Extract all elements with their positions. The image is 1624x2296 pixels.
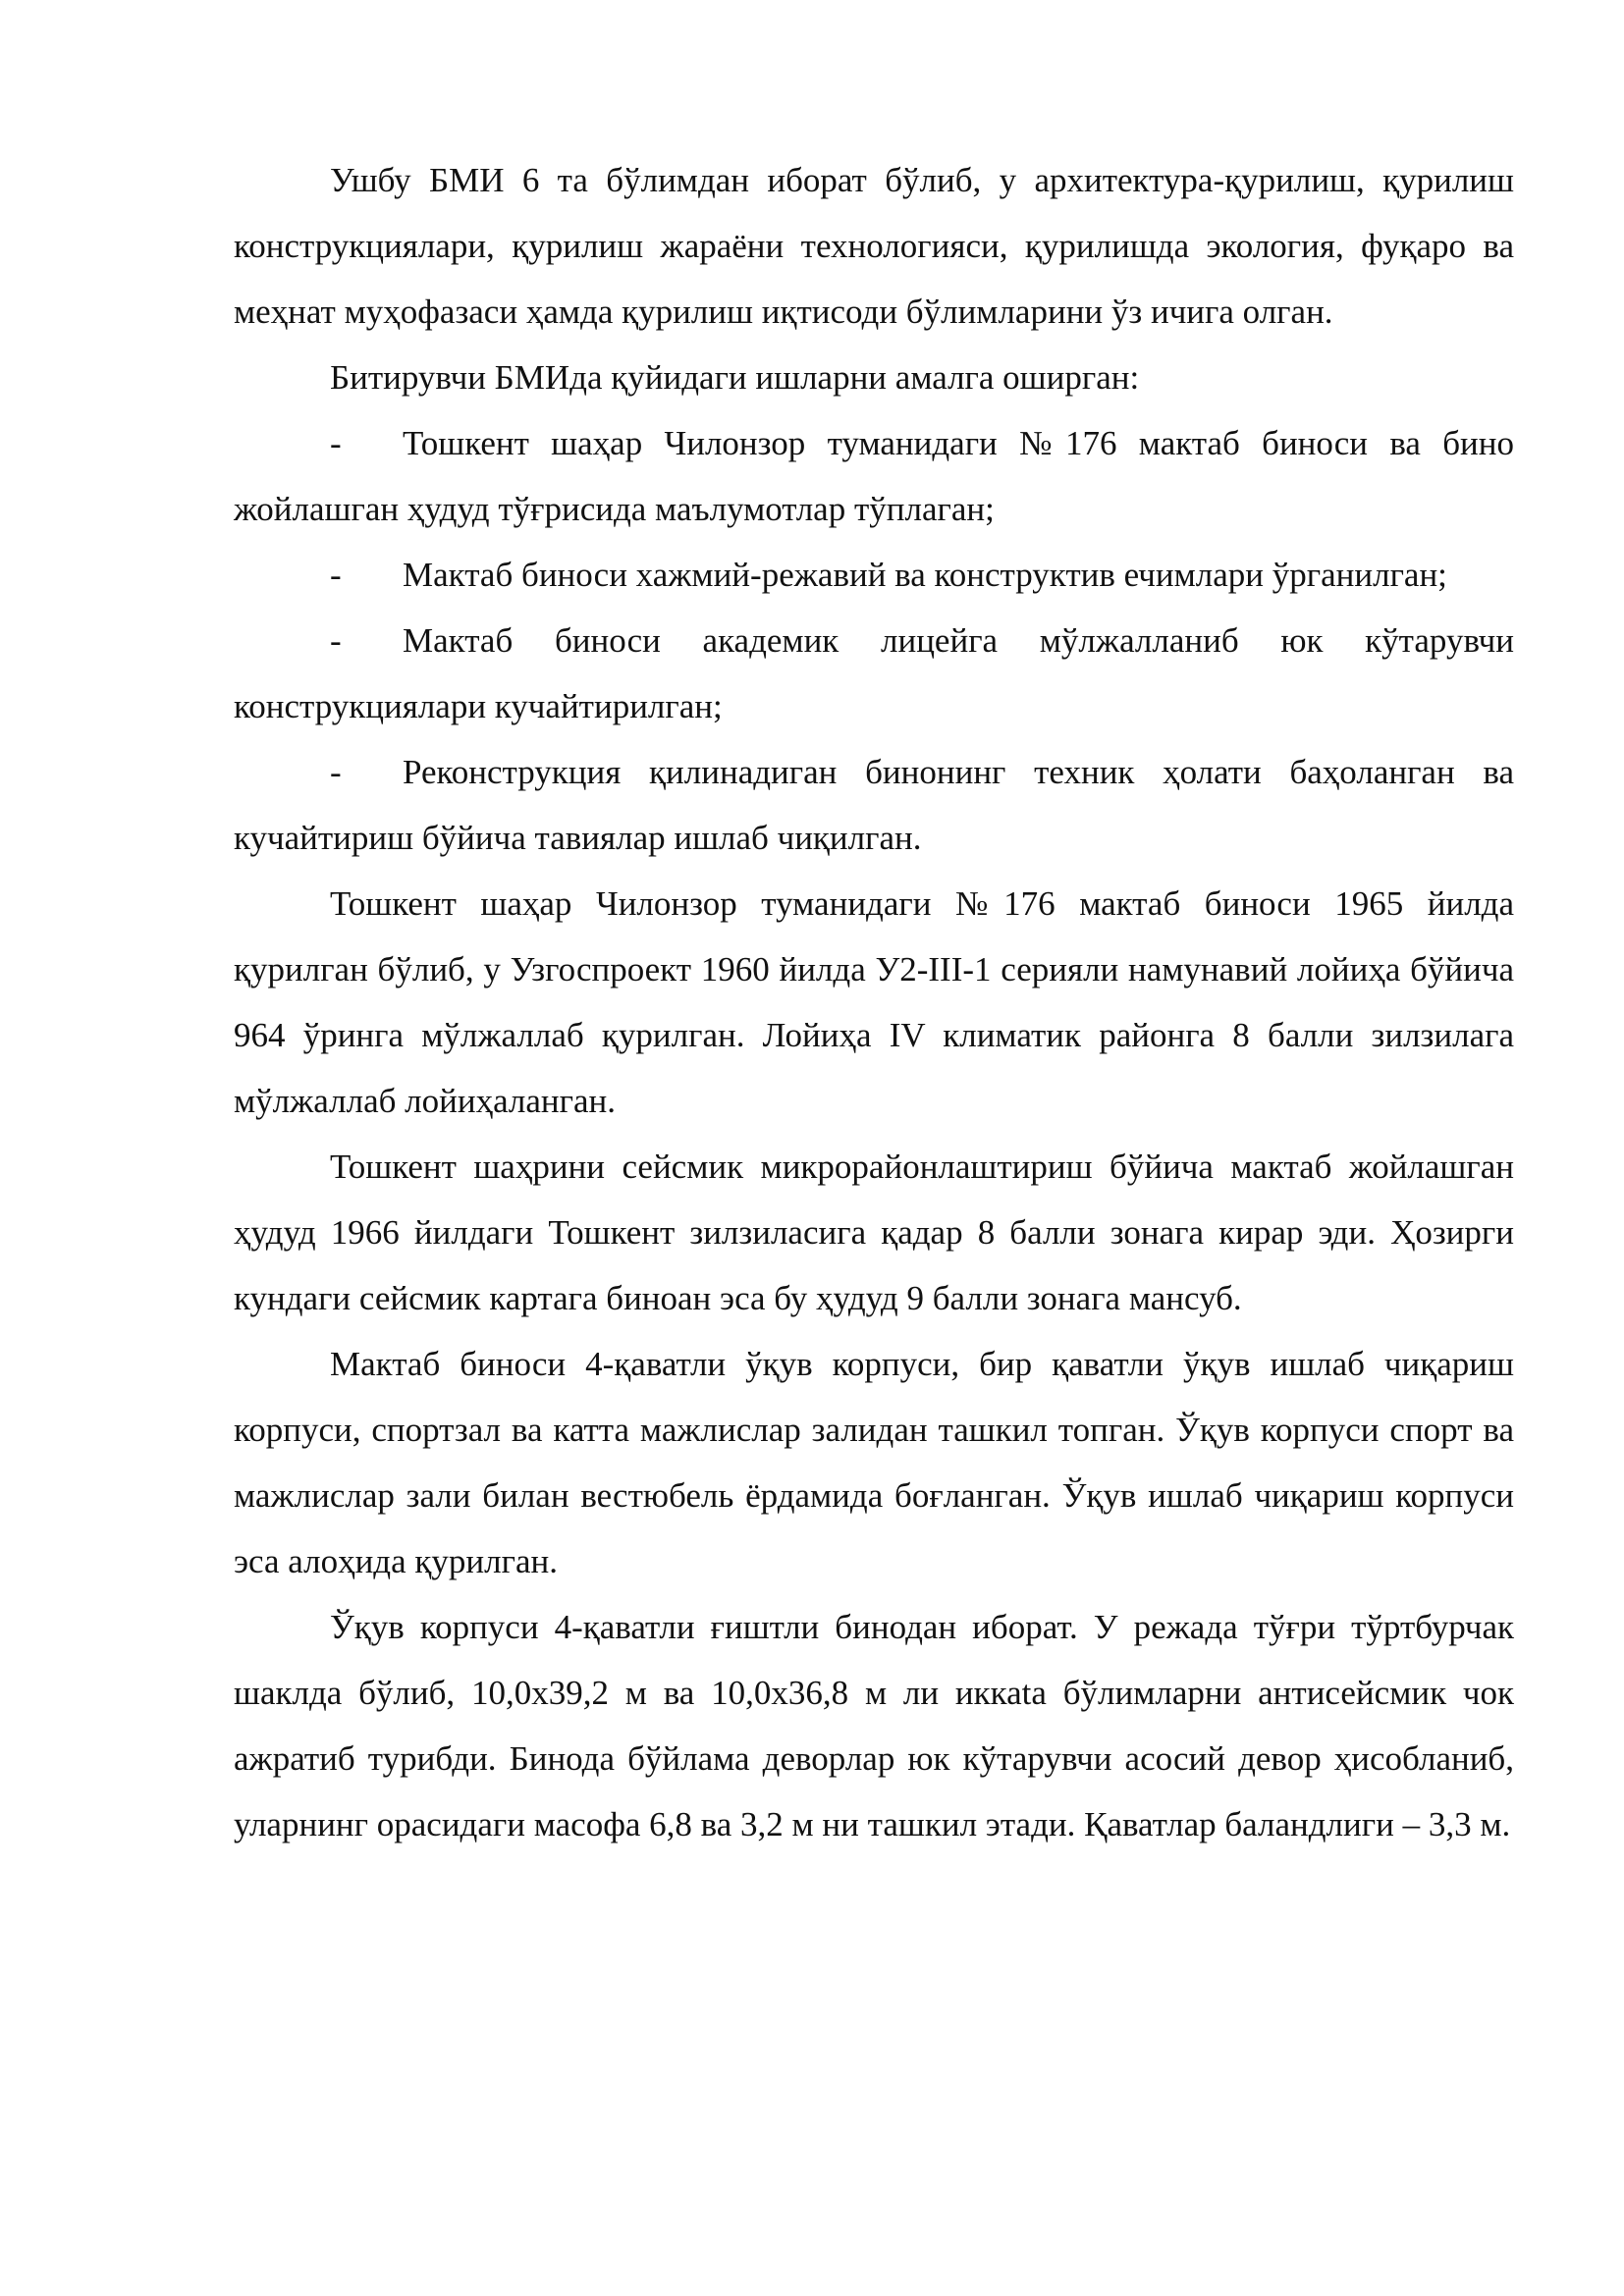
list-item <box>234 739 1514 871</box>
list-item <box>234 542 1514 608</box>
list-item <box>234 410 1514 542</box>
paragraph-graduate-work-intro: Битирувчи БМИда қуйидаги ишларни амалга оширган: <box>330 358 1140 397</box>
paragraph-school-history: Тошкент шаҳар Чилонзор туманидаги №176 мактаб биноси 1965 йилда қурилган бўлиб, у Узгоспроект 1960 йилда У2-III-1 серияли намунавий лойиҳа бўйича 964 ўринга мўлжаллаб қурилган. Лойиҳа IV климатик районга 8 балли зилзилага мўлжаллаб лойиҳаланган. <box>234 884 1514 1120</box>
paragraph-bmi-sections: Ушбу БМИ 6 та бўлимдан иборат бўлиб, у архитектура-қурилиш, қурилиш конструкциялари, қурилиш жараёни технологияси, қурилишда экология, фуқаро ва меҳнат муҳофазаси ҳамда қурилиш иқтисоди бўлимларини ўз ичига олган. <box>234 161 1514 331</box>
list-item <box>234 608 1514 739</box>
list-marker: - <box>330 424 342 462</box>
list-marker: - <box>330 753 342 791</box>
document-body <box>234 147 1514 1857</box>
list-item-text: Тошкент шаҳар Чилонзор туманидаги №176 мактаб биноси ва бино жойлашган ҳудуд тўғрисида маълумотлар тўплаган; <box>234 424 1514 528</box>
list-item-text: Мактаб биноси хажмий-режавий ва конструктив ечимлари ўрганилган; <box>403 556 1447 594</box>
paragraph-building-structure: Ўқув корпуси 4-қаватли ғиштли бинодан иборат. У режада тўғри тўртбурчак шаклда бўлиб, 10,0х39,2 м ва 10,0х36,8 м ли иккаta бўлимларни антисейсмик чок ажратиб турибди. Бинода бўйлама деворлар юк кўтарувчи асосий девор ҳисобланиб, уларнинг орасидаги масофа 6,8 ва 3,2 м ни ташкил этади. Қаватлар баландлиги – 3,3 м. <box>234 1608 1514 1843</box>
list-item-text: Мактаб биноси академик лицейга мўлжалланиб юк кўтарувчи конструкциялари кучайтирилган; <box>234 621 1514 725</box>
list-item-text: Реконструкция қилинадиган бинонинг техник ҳолати баҳоланган ва кучайтириш бўйича тавиялар ишлаб чиқилган. <box>234 753 1514 857</box>
list-marker: - <box>330 556 342 594</box>
paragraph-seismic-zone: Тошкент шаҳрини сейсмик микрорайонлаштириш бўйича мактаб жойлашган ҳудуд 1966 йилдаги Тошкент зилзиласига қадар 8 балли зонага кирар эди. Ҳозирги кундаги сейсмик картага биноан эса бу ҳудуд 9 балли зонага мансуб. <box>234 1148 1514 1317</box>
list-marker: - <box>330 621 342 660</box>
paragraph-building-composition: Мактаб биноси 4-қаватли ўқув корпуси, бир қаватли ўқув ишлаб чиқариш корпуси, спортзал ва катта мажлислар залидан ташкил топган. Ўқув корпуси спорт ва мажлислар зали билан вестюбель ёрдамида боғланган. Ўқув ишлаб чиқариш корпуси эса алоҳида қурилган. <box>234 1345 1514 1580</box>
